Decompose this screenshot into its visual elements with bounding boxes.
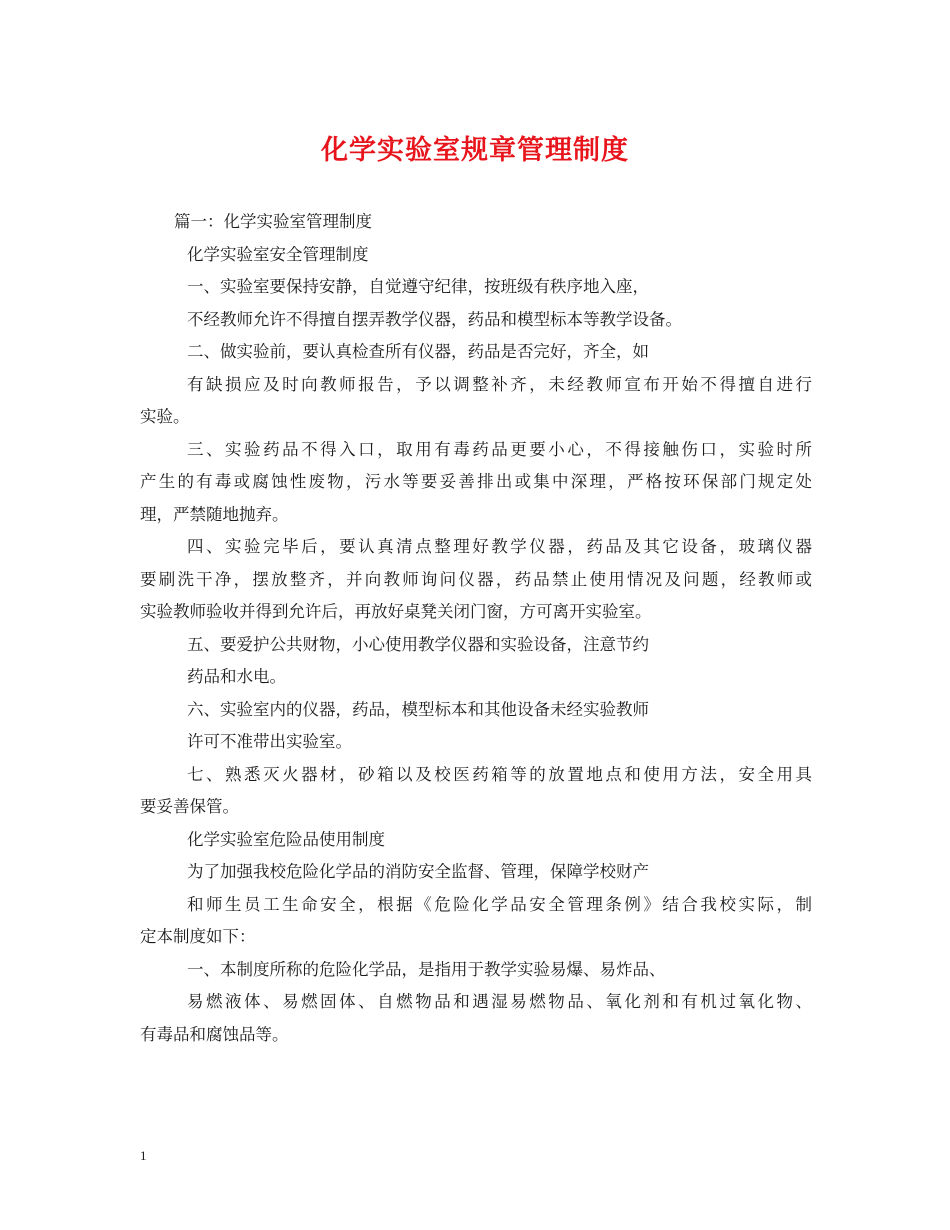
text-line: 理，严禁随地抛弃。 — [140, 504, 289, 524]
text-line: 六、实验室内的仪器，药品，模型标本和其他设备未经实验教师 — [187, 699, 649, 719]
text-line: 和师生员工生命安全，根据《危险化学品安全管理条例》结合我校实际，制 — [187, 894, 812, 914]
text-line: 要刷洗干净，摆放整齐，并向教师询问仪器，药品禁止使用情况及问题，经教师或 — [140, 569, 812, 589]
page-number: 1 — [140, 1148, 147, 1163]
text-line: 二、做实验前，要认真检查所有仪器，药品是否完好，齐全，如 — [187, 342, 649, 361]
document-body — [140, 206, 812, 1051]
text-line: 有毒品和腐蚀品等。 — [140, 1024, 289, 1044]
text-line: 化学实验室安全管理制度 — [187, 244, 369, 264]
text-line: 实验教师验收并得到允许后，再放好桌凳关闭门窗，方可离开实验室。 — [140, 602, 652, 621]
text-line: 易燃液体、易燃固体、自燃物品和遇湿易燃物品、氧化剂和有机过氧化物、 — [187, 992, 812, 1011]
text-line: 为了加强我校危险化学品的消防安全监督、管理，保障学校财产 — [187, 862, 649, 881]
text-line: 定本制度如下： — [140, 927, 256, 946]
text-line: 四、实验完毕后，要认真清点整理好教学仪器，药品及其它设备，玻璃仪器 — [187, 537, 812, 556]
text-line: 一、本制度所称的危险化学品，是指用于教学实验易爆、易炸品、 — [187, 959, 666, 979]
text-line: 三、实验药品不得入口，取用有毒药品更要小心，不得接触伤口，实验时所 — [187, 439, 812, 459]
text-line: 化学实验室危险品使用制度 — [187, 829, 385, 849]
text-line: 五、要爱护公共财物，小心使用教学仪器和实验设备，注意节约 — [187, 634, 649, 654]
text-line: 药品和水电。 — [187, 667, 286, 686]
text-line: 七、熟悉灭火器材，砂箱以及校医药箱等的放置地点和使用方法，安全用具 — [187, 764, 812, 784]
text-line: 不经教师允许不得擅自摆弄教学仪器，药品和模型标本等教学设备。 — [187, 309, 682, 329]
text-line: 实验。 — [140, 407, 190, 426]
text-line: 篇一：化学实验室管理制度 — [174, 212, 372, 231]
text-line: 许可不准带出实验室。 — [187, 732, 352, 751]
text-line: 要妥善保管。 — [140, 797, 239, 816]
text-line: 一、实验室要保持安静，自觉遵守纪律，按班级有秩序地入座， — [187, 277, 649, 296]
text-line: 产生的有毒或腐蚀性废物，污水等要妥善排出或集中深理，严格按环保部门规定处 — [140, 472, 812, 491]
text-line: 有缺损应及时向教师报告，予以调整补齐，未经教师宣布开始不得擅自进行 — [187, 374, 812, 394]
document-title: 化学实验室规章管理制度 — [321, 135, 629, 166]
